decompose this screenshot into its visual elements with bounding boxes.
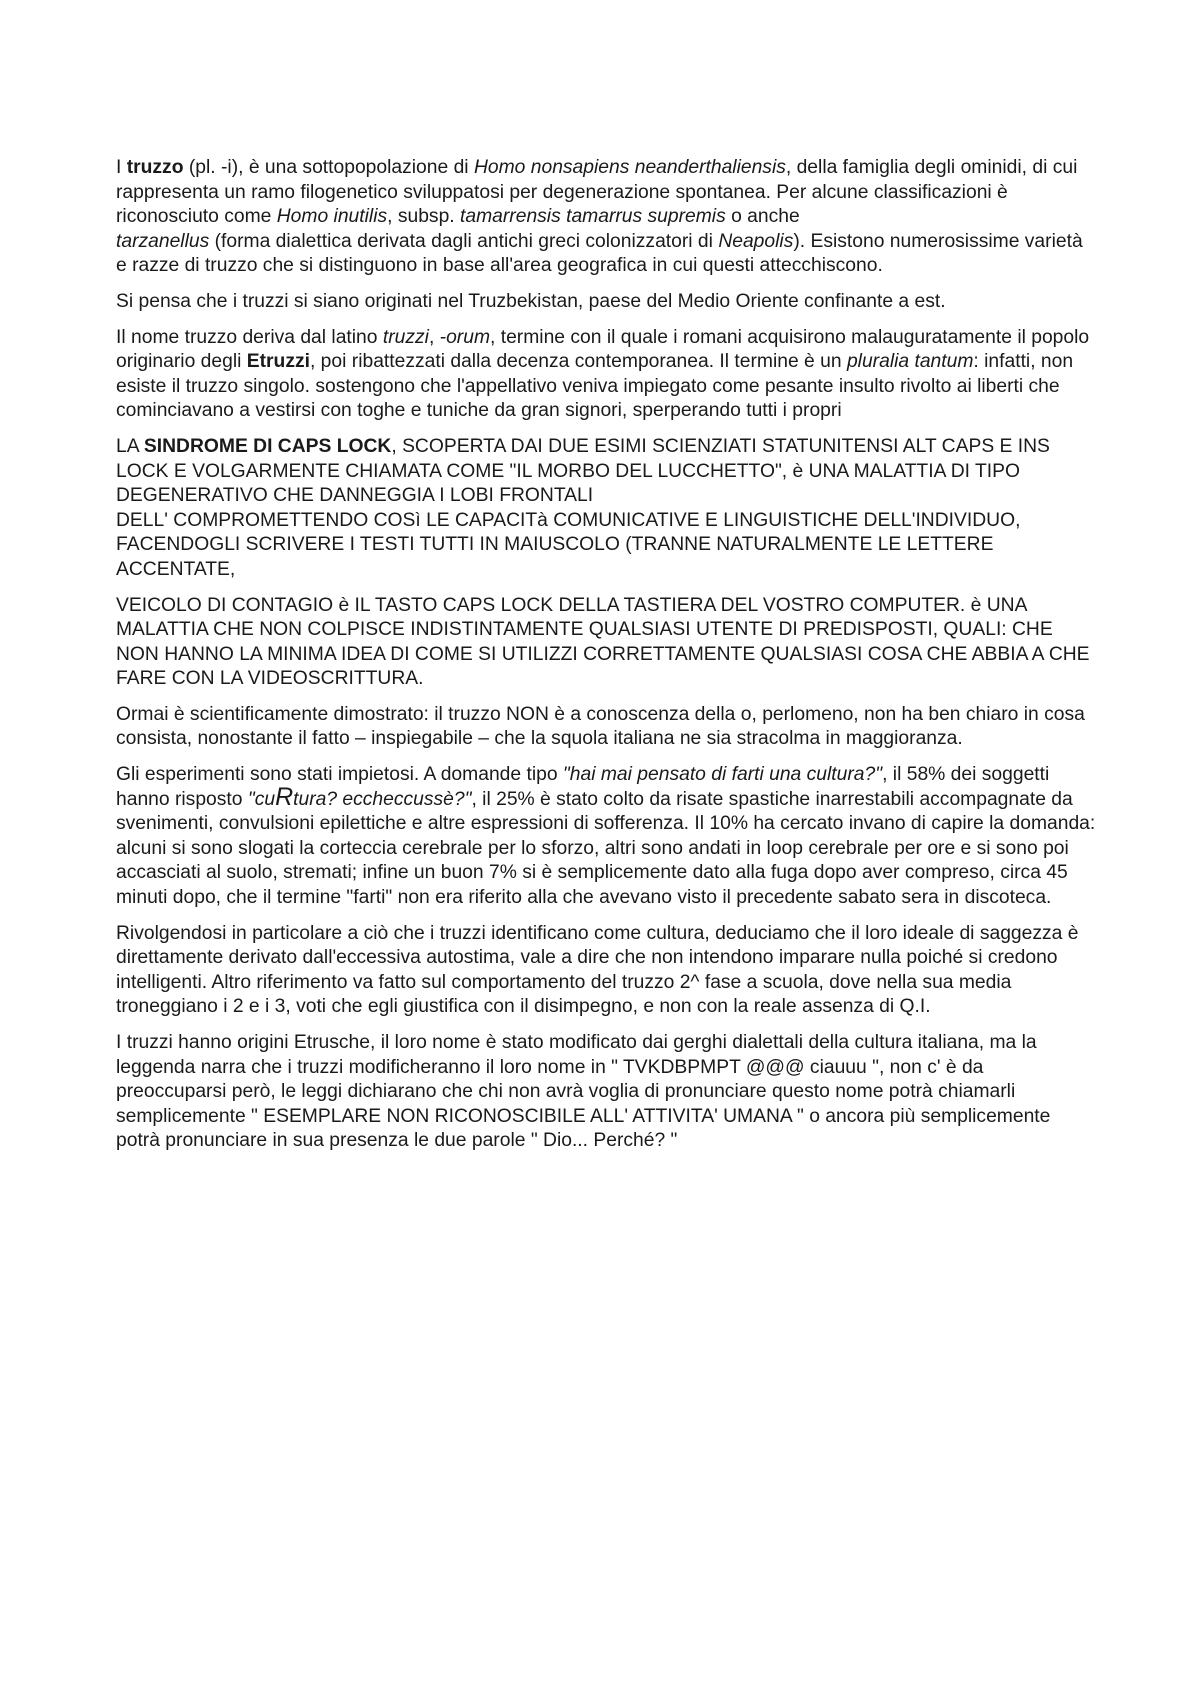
text-run: o anche xyxy=(725,206,800,228)
italic-term: -orum xyxy=(439,326,491,348)
paragraph-culture: Rivolgendosi in particolare a ciò che i truzzi identificano come cultura, deduciamo che il loro ideale di saggezza è direttamente derivato dall'eccessiva autostima, vale a dire che non intendono imparare nulla poiché si credono intelligenti. Altro riferimento va fatto sul comportamento del truzzo 2^ fase a scuola, dove nella sua media troneggiano i 2 e i 3, voti che egli giustifica con il disimpegno, e non con la reale assenza di Q.I. xyxy=(116,922,1079,1018)
text-run: , della famiglia degli ominidi, di cui rappresenta un ramo filogenetico sviluppatosi per degenerazione spontanea. Per alcune classificazioni è riconosciuto come xyxy=(116,157,1078,228)
italic-term: pluralia tantum xyxy=(846,351,974,373)
paragraph-origin: Si pensa che i truzzi si siano originati nel Truzbekistan, paese del Medio Oriente confinante a est. xyxy=(116,290,946,312)
text-run: LA xyxy=(116,435,144,457)
text-run: "cu xyxy=(247,788,276,810)
text-run: , poi ribattezzati dalla decenza contemporanea. Il termine è un xyxy=(309,351,847,373)
text-run: Gli esperimenti sono stati impietosi. A domande tipo xyxy=(116,764,563,786)
italic-term: tarzanellus xyxy=(116,230,210,252)
text-run: I xyxy=(116,157,127,178)
text-run: (forma dialettica derivata dagli antichi greci colonizzatori di xyxy=(209,230,719,252)
paragraph-contagion: VEICOLO DI CONTAGIO è IL TASTO CAPS LOCK DELLA TASTIERA DEL VOSTRO COMPUTER. è UNA MALATTIA CHE NON COLPISCE INDISTINTAMENTE QUALSIASI UTENTE DI PREDISPOSTI, QUALI: CHE NON HANNO LA MINIMA IDEA DI COME SI UTILIZZI CORRETTAMENTE QUALSIASI COSA CHE ABBIA A CHE FARE CON LA VIDEOSCRITTURA. xyxy=(116,594,1090,690)
bold-term: Etruzzi xyxy=(246,351,310,373)
paragraph-science: Ormai è scientificamente dimostrato: il truzzo NON è a conoscenza della o, perlomeno, non ha ben chiaro in cosa consista, nonostante il fatto – inspiegabile – che la squola italiana ne sia stracolma in maggioranza. xyxy=(116,703,1085,750)
paragraph-definition xyxy=(116,156,1096,279)
italic-place: Neapolis xyxy=(718,230,794,252)
italic-species: Homo nonsapiens neanderthaliensis xyxy=(473,157,786,178)
text-run: tura? eccheccussè?" xyxy=(293,788,472,810)
italic-quote: "hai mai pensato di farti una cultura?" xyxy=(562,764,883,786)
italic-species: Homo inutilis xyxy=(276,206,388,228)
italic-term: truzzi xyxy=(382,326,429,348)
paragraph-legend: I truzzi hanno origini Etrusche, il loro nome è stato modificato dai gerghi dialettali della cultura italiana, ma la leggenda narra che i truzzi modificheranno il loro nome in " TVKDBPMPT @@@ ciauuu ", non c' è da preoccuparsi però, le leggi dichiarano che chi non avrà voglia di pronunciare questo nome potrà chiamarli semplicemente " ESEMPLARE NON RICONOSCIBILE ALL' ATTIVITA' UMANA " o ancora più semplicemente potrà pronunciare in sua presenza le due parole " Dio... Perché? " xyxy=(116,1032,1051,1152)
text-run: (pl. -i), è una sottopopolazione di xyxy=(183,157,474,178)
text-run: ). Esistono numerosissime varietà e razze di truzzo che si distinguono in base all'area geografica in cui questi attecchiscono. xyxy=(116,230,1083,277)
paragraph-caps-lock-syndrome xyxy=(116,435,1096,583)
italic-subspecies: tamarrensis tamarrus supremis xyxy=(460,206,726,228)
bold-term: SINDROME DI CAPS LOCK xyxy=(143,435,392,457)
text-run: , subsp. xyxy=(387,206,461,228)
term-truzzo: truzzo xyxy=(126,157,184,178)
enlarged-letter: R xyxy=(275,782,294,811)
text-run: , il 58% dei soggetti hanno risposto xyxy=(116,764,1050,810)
text-run: : infatti, non esiste il truzzo singolo. sostengono che l'appellativo veniva impiegato come pesante insulto rivolto ai liberti che cominciavano a vestirsi con toghe e tuniche da gran signori, sperperando tutti i propri xyxy=(116,351,1074,422)
text-run: , il 25% è stato colto da risate spastiche inarrestabili accompagnate da svenimenti, convulsioni epilettiche e altre espressioni di sofferenza. Il 10% ha cercato invano di capire la domanda: alcuni si sono slogati la corteccia cerebrale per lo sforzo, altri sono andati in loop cerebrale per ore e si sono poi accasciati al suolo, stremati; infine un buon 7% si è semplicemente dato alla fuga dopo aver compreso, circa 45 minuti dopo, che il termine "farti" non era riferito alla che avevano visto il precedente sabato sera in discoteca. xyxy=(116,788,1096,909)
text-run: , SCOPERTA DAI DUE ESIMI SCIENZIATI STATUNITENSI ALT CAPS E INS LOCK E VOLGARMENTE CHIAMATA COME "IL MORBO DEL LUCCHETTO", è UNA MALATTIA DI TIPO DEGENERATIVO CHE DANNEGGIA I LOBI FRONTALI xyxy=(116,435,1050,507)
text-run: DELL' COMPROMETTENDO COSì LE CAPACITà COMUNICATIVE E LINGUISTICHE DELL'INDIVIDUO, FACENDOGLI SCRIVERE I TESTI TUTTI IN MAIUSCOLO (TRANNE NATURALMENTE LE LETTERE ACCENTATE, xyxy=(116,509,1021,580)
paragraph-experiments xyxy=(116,763,1096,911)
document-body xyxy=(116,156,1096,1165)
text-run: , termine con il quale i romani acquisirono malauguratamente il popolo originario degli xyxy=(116,326,1090,373)
text-run: Il nome truzzo deriva dal latino xyxy=(116,326,383,348)
text-run: , xyxy=(428,326,440,348)
paragraph-etymology xyxy=(116,326,1096,424)
italic-quote xyxy=(247,782,472,811)
